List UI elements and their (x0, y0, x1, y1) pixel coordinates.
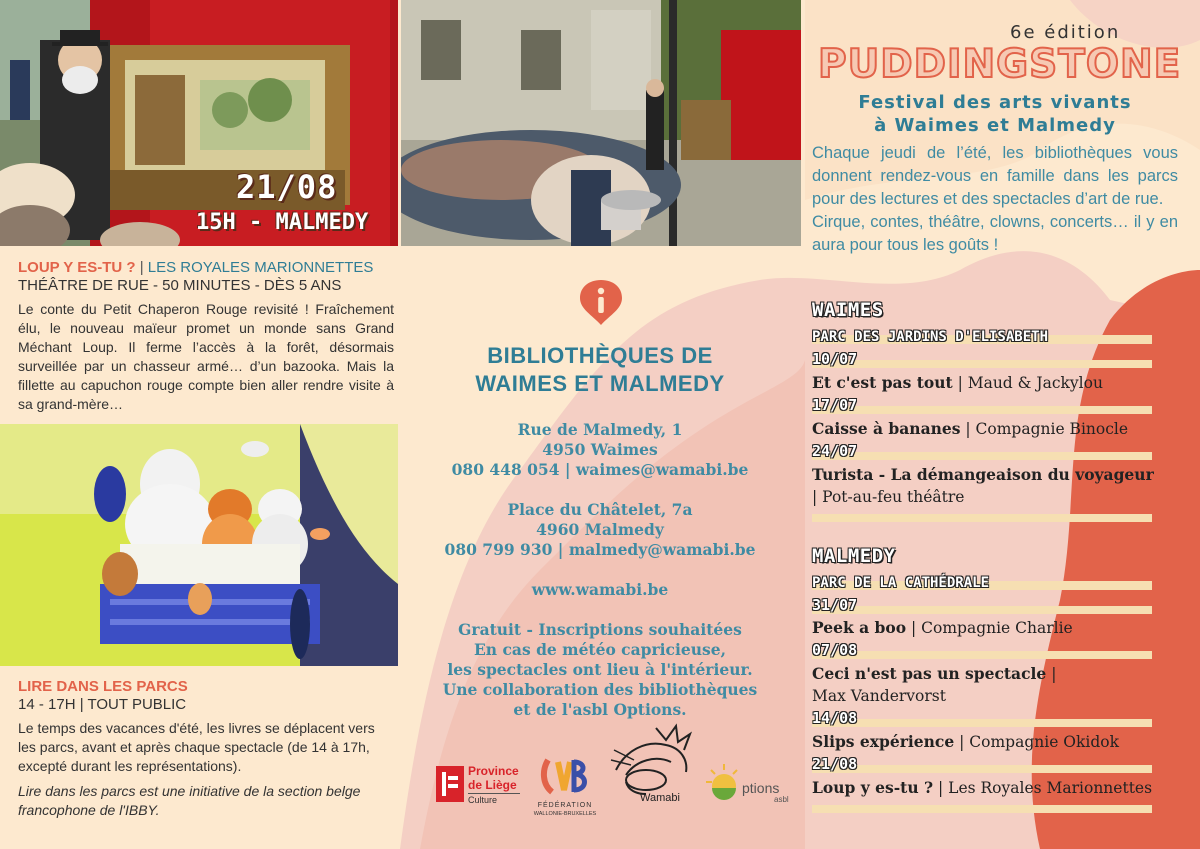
reading-details: 14 - 17H | TOUT PUBLIC (18, 696, 187, 713)
note-line: Une collaboration des bibliothèques (442, 680, 758, 699)
event-item: Peek a boo | Compagnie Charlie (812, 618, 1073, 637)
website-link[interactable]: www.wamabi.be (531, 580, 669, 599)
libraries-block (440, 342, 760, 720)
info-icon (578, 279, 624, 327)
options-asbl-logo: ptions asbl (706, 764, 792, 808)
event-date: 07/08 (812, 641, 858, 659)
show-company: LES ROYALES MARIONNETTES (147, 259, 374, 276)
show-title: LOUP Y ES-TU ? (18, 259, 136, 276)
reading-title: LIRE DANS LES PARCS (18, 678, 188, 695)
event-item: Loup y es-tu ? | Les Royales Marionnettes (812, 778, 1153, 797)
waimes-city-heading: WAIMES (812, 299, 884, 321)
event-date: 10/07 (812, 350, 858, 368)
federation-wallonie-bruxelles-logo: FÉDÉRATION WALLONIE-BRUXELLES (532, 756, 598, 818)
book-illustration (0, 424, 398, 666)
event-item: Turista - La démangeaison du voyageur | Pot-au-feu théâtre (812, 465, 1154, 506)
event-date: 31/07 (812, 596, 858, 614)
park-audience-photo (401, 0, 801, 246)
edition-label: 6e édition (1010, 22, 1121, 43)
waimes-street: Rue de Malmedy, 1 (517, 420, 683, 439)
reading-description: Le temps des vacances d'été, les livres se déplacent vers les parcs, avant et après chaque spectacle (de 14 à 17h, excepté durant les représentations). (18, 720, 375, 774)
hero-time-place: 15H - MALMEDY (196, 210, 369, 235)
wamabi-logo: Wamabi (606, 720, 696, 812)
province-liege-logo: Province de Liège Culture (436, 762, 526, 812)
event-date: 14/08 (812, 709, 858, 727)
event-date: 21/08 (812, 755, 858, 773)
waimes-park: PARC DES JARDINS D'ELISABETH (812, 326, 1152, 339)
malmedy-park: PARC DE LA CATHÉDRALE (812, 572, 1152, 585)
malmedy-city-heading: MALMEDY (812, 545, 896, 567)
hero-date: 21/08 (236, 168, 338, 206)
malmedy-contact: 080 799 930 | malmedy@wamabi.be (444, 540, 756, 559)
waimes-contact: 080 448 054 | waimes@wamabi.be (451, 460, 749, 479)
event-item: Ceci n'est pas un spectacle | Max Vandervorst (812, 664, 1057, 705)
waimes-city: 4950 Waimes (542, 440, 658, 459)
libraries-title-line2: WAIMES ET MALMEDY (475, 371, 725, 396)
show-description: Le conte du Petit Chaperon Rouge revisité ! Fraîchement élu, le nouveau maïeur promet un monde sans Grand Méchant Loup. Il ferme l’accès à la forêt, désormais surveillée par un chasseur armé… d’un bazooka. Mais la fillette au capuchon rouge compte bien aller rendre visite à sa grand-mère… (18, 301, 394, 412)
reading-block (18, 678, 394, 820)
festival-tagline: Festival des arts vivants à Waimes et Malmedy (858, 92, 1132, 136)
reading-note: Lire dans les parcs est une initiative de la section belge francophone de l'IBBY. (18, 783, 361, 818)
event-item: Caisse à bananes | Compagnie Binocle (812, 419, 1129, 438)
note-line: les spectacles ont lieu à l'intérieur. (447, 660, 753, 679)
event-item: Slips expérience | Compagnie Okidok (812, 732, 1120, 751)
festival-name: PUDDINGSTONE (818, 42, 1182, 87)
note-line: et de l'asbl Options. (513, 700, 687, 719)
libraries-title-line1: BIBLIOTHÈQUES DE (487, 343, 713, 368)
show-block: LOUP Y ES-TU ? | LES ROYALES MARIONNETTES THÉÂTRE DE RUE - 50 MINUTES - DÈS 5 ANS Le conte du Petit Chaperon Rouge revisité ! Fraîchement élu, le nouveau maïeur promet un monde sans Grand Méchant Loup. Il ferme l’accès à la forêt, désormais surveillée par un chasseur armé… d’un bazooka. Mais la fillette au capuchon rouge compte bien aller rendre visite à sa grand-mère… (18, 259, 394, 412)
malmedy-city: 4960 Malmedy (536, 520, 664, 539)
note-line: Gratuit - Inscriptions souhaitées (458, 620, 742, 639)
festival-intro: Chaque jeudi de l’été, les bibliothèques vous donnent rendez-vous en famille dans les parcs pour des lectures et des spectacles d’art de rue. Cirque, contes, théâtre, clowns, concerts… il y en aura pour tous les goûts ! (812, 144, 1178, 254)
event-date: 17/07 (812, 396, 858, 414)
event-date: 24/07 (812, 442, 858, 460)
malmedy-street: Place du Châtelet, 7a (507, 500, 693, 519)
event-item: Et c'est pas tout | Maud & Jackylou (812, 373, 1103, 392)
note-line: En cas de météo capricieuse, (473, 640, 726, 659)
show-details: THÉÂTRE DE RUE - 50 MINUTES - DÈS 5 ANS (18, 277, 342, 294)
